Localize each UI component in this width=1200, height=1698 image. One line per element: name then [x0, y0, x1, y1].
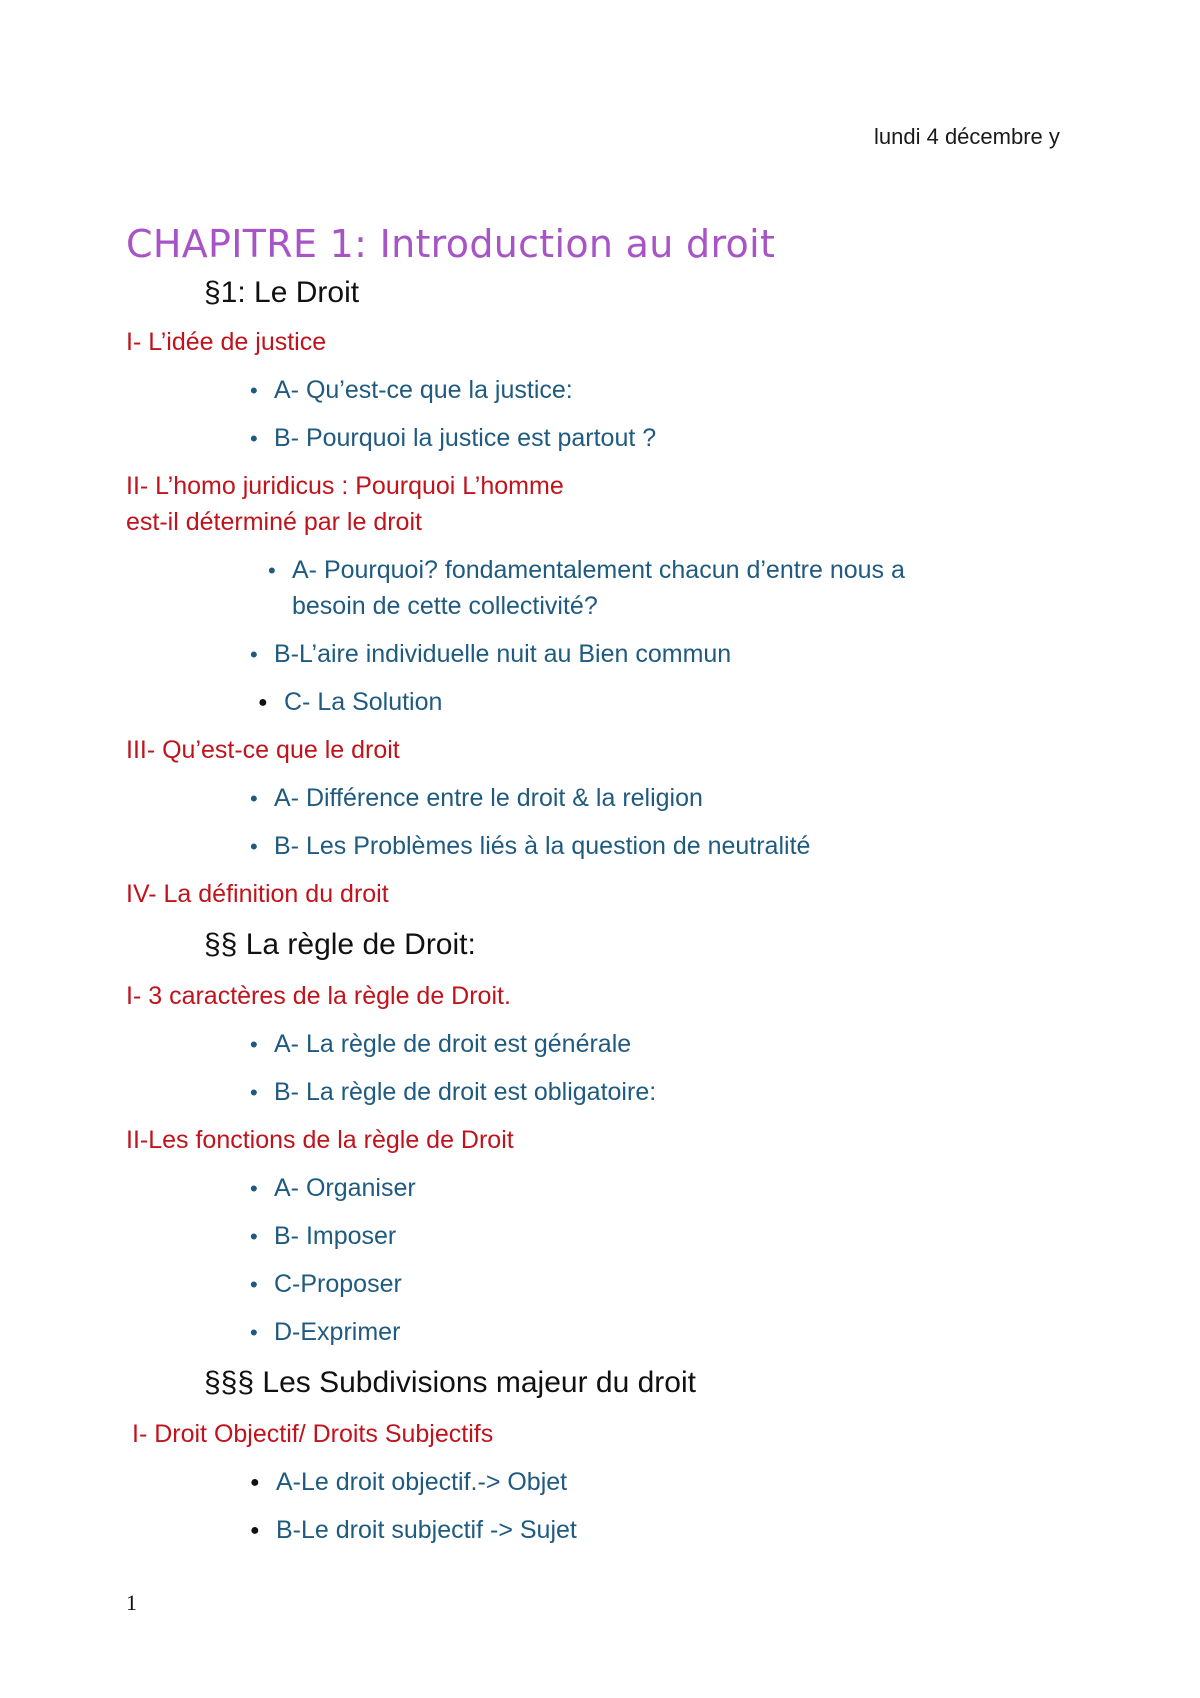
outline-item-label: B- Les Problèmes liés à la question de neutralité — [274, 832, 811, 860]
outline-item-label: B- Pourquoi la justice est partout ? — [274, 424, 657, 452]
outline-heading: II-Les fonctions de la règle de Droit — [126, 1126, 514, 1154]
outline-heading: III- Qu’est-ce que le droit — [126, 736, 400, 764]
bullet-icon: • — [268, 558, 276, 583]
outline-item-label: A- La règle de droit est générale — [274, 1030, 632, 1058]
outline-item-continued: besoin de cette collectivité? — [292, 592, 598, 620]
section-title-3: §§§ Les Subdivisions majeur du droit — [204, 1366, 696, 1399]
bullet-icon: • — [250, 834, 258, 859]
outline-item-label: A- Organiser — [274, 1174, 416, 1202]
outline-item-label: C-Proposer — [274, 1270, 402, 1298]
outline-item — [250, 1222, 396, 1251]
bullet-icon: • — [250, 786, 258, 811]
outline-item — [250, 1270, 402, 1299]
chapter-title: CHAPITRE 1: Introduction au droit — [126, 222, 776, 266]
bullet-icon: • — [250, 1080, 258, 1105]
outline-item — [250, 1174, 416, 1203]
section-title-1: §1: Le Droit — [204, 276, 360, 309]
outline-item — [250, 640, 731, 669]
outline-item — [250, 832, 810, 861]
outline-item-label: A- Qu’est-ce que la justice: — [274, 376, 573, 404]
outline-item — [250, 1468, 567, 1497]
bullet-dot-icon: ● — [250, 1522, 260, 1539]
page-number: 1 — [126, 1590, 137, 1615]
bullet-dot-icon: ● — [250, 1474, 260, 1491]
outline-item — [250, 424, 656, 453]
outline-item-label: B-Le droit subjectif -> Sujet — [276, 1516, 577, 1544]
section-title-2: §§ La règle de Droit: — [204, 928, 476, 961]
outline-item-label: C- La Solution — [284, 688, 443, 716]
bullet-icon: • — [250, 378, 258, 403]
outline-item-label: B-L’aire individuelle nuit au Bien commun — [274, 640, 732, 668]
outline-item — [268, 556, 905, 585]
bullet-icon: • — [250, 1176, 258, 1201]
bullet-icon: • — [250, 1272, 258, 1297]
bullet-dot-icon: ● — [258, 694, 268, 711]
bullet-icon: • — [250, 1224, 258, 1249]
outline-item — [250, 1030, 631, 1059]
outline-heading: IV- La définition du droit — [126, 880, 389, 908]
bullet-icon: • — [250, 426, 258, 451]
outline-heading-continued: est-il déterminé par le droit — [126, 508, 422, 536]
outline-item-label: A- Différence entre le droit & la religion — [274, 784, 703, 812]
header-date: lundi 4 décembre y — [874, 124, 1060, 149]
bullet-icon: • — [250, 642, 258, 667]
outline-item — [250, 784, 703, 813]
outline-item-label: A- Pourquoi? fondamentalement chacun d’entre nous a — [292, 556, 905, 584]
outline-heading: I- Droit Objectif/ Droits Subjectifs — [132, 1420, 494, 1448]
outline-heading: I- L’idée de justice — [126, 328, 327, 356]
outline-item — [250, 1318, 400, 1347]
outline-item-label: D-Exprimer — [274, 1318, 401, 1346]
outline-heading: II- L’homo juridicus : Pourquoi L’homme — [126, 472, 564, 500]
outline-item-label: B- Imposer — [274, 1222, 397, 1250]
bullet-icon: • — [250, 1032, 258, 1057]
outline-item — [250, 1516, 577, 1545]
outline-heading: I- 3 caractères de la règle de Droit. — [126, 982, 511, 1010]
outline-item-label: B- La règle de droit est obligatoire: — [274, 1078, 657, 1106]
outline-item — [250, 376, 573, 405]
outline-item — [250, 1078, 656, 1107]
bullet-icon: • — [250, 1320, 258, 1345]
outline-item — [258, 688, 442, 717]
outline-item-label: A-Le droit objectif.-> Objet — [276, 1468, 568, 1496]
